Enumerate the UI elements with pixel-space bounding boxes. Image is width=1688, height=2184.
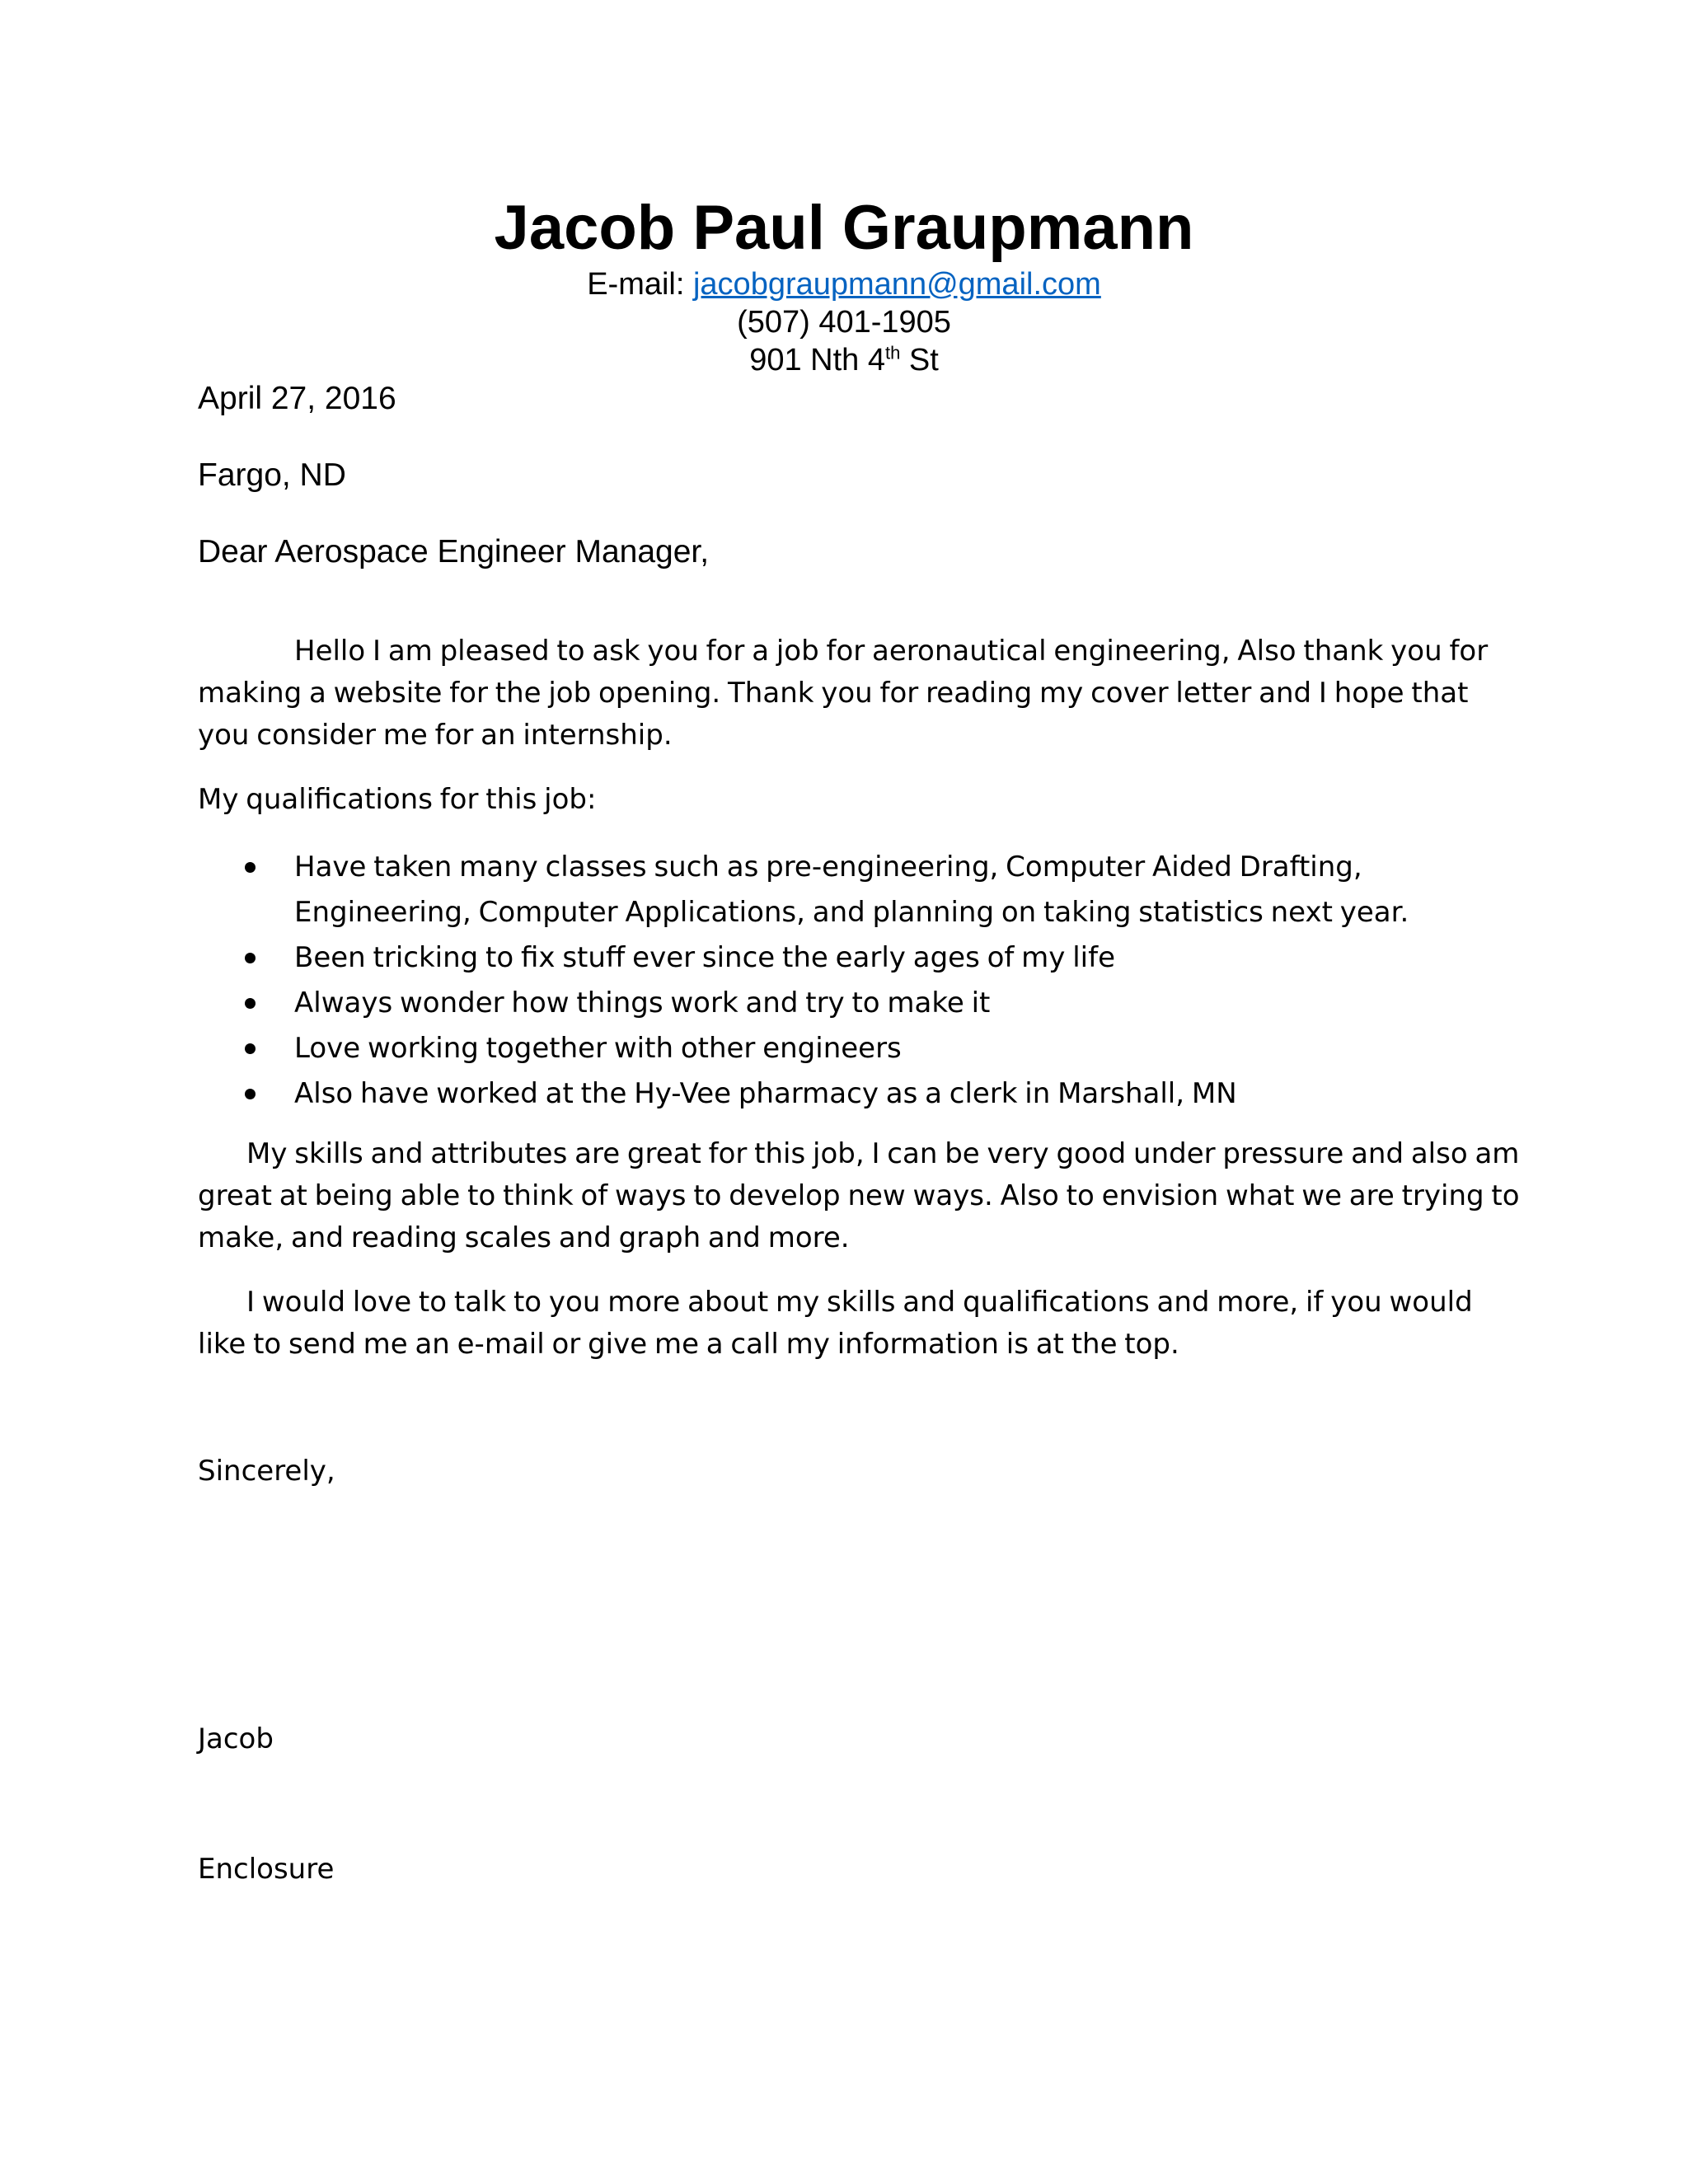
enclosure-note: Enclosure xyxy=(198,1853,335,1886)
paragraph-line: you consider me for an internship. xyxy=(198,719,673,752)
paragraph-line: Hello I am pleased to ask you for a job for aeronautical engineering, Also thank you for xyxy=(294,635,1489,668)
list-item-continuation xyxy=(198,890,1517,935)
paragraph-line: great at being able to think of ways to develop new ways. Also to envision what we are trying to xyxy=(198,1179,1520,1212)
paragraph-line: making a website for the job opening. Thank you for reading my cover letter and I hope that xyxy=(198,677,1469,710)
intro-paragraph xyxy=(198,630,1489,757)
list-item-text: Love working together with other engineers xyxy=(294,1032,902,1065)
paragraph-line: I would love to talk to you more about my skills and qualifications and more, if you would xyxy=(246,1286,1473,1319)
list-item-text: Engineering, Computer Applications, and planning on taking statistics next year. xyxy=(294,896,1409,929)
paragraph-line: My skills and attributes are great for this job, I can be very good under pressure and also am xyxy=(246,1137,1520,1170)
paragraph-line: like to send me an e-mail or give me a call my information is at the top. xyxy=(198,1328,1179,1361)
bullet-icon xyxy=(245,953,256,963)
email-link[interactable]: jacobgraupmann@gmail.com xyxy=(692,267,1101,302)
qualifications-list xyxy=(198,845,1517,1117)
list-item-text: Been tricking to fix stuff ever since the early ages of my life xyxy=(294,941,1115,974)
qualifications-heading: My qualifications for this job: xyxy=(198,783,597,816)
email-label: E-mail: xyxy=(587,267,685,302)
paragraph-line: make, and reading scales and graph and more. xyxy=(198,1221,850,1254)
letter-greeting: Dear Aerospace Engineer Manager, xyxy=(198,534,710,569)
skills-paragraph xyxy=(198,1133,1520,1259)
applicant-name: Jacob Paul Graupmann xyxy=(494,193,1194,263)
list-item xyxy=(198,845,1517,890)
list-item xyxy=(198,981,1517,1026)
list-item xyxy=(198,1071,1517,1117)
list-item xyxy=(198,1026,1517,1071)
bullet-icon xyxy=(245,1089,256,1099)
contact-paragraph xyxy=(198,1282,1484,1366)
email-line xyxy=(0,265,1688,303)
list-item xyxy=(198,935,1517,981)
street-address xyxy=(0,341,1688,379)
closing: Sincerely, xyxy=(198,1455,335,1488)
list-item-text: Also have worked at the Hy-Vee pharmacy as a clerk in Marshall, MN xyxy=(294,1077,1237,1110)
address-end: St xyxy=(908,343,939,377)
letter-city: Fargo, ND xyxy=(198,457,346,493)
bullet-icon xyxy=(245,1043,256,1054)
bullet-icon xyxy=(245,862,256,873)
bullet-icon xyxy=(245,998,256,1009)
list-item-text: Always wonder how things work and try to make it xyxy=(294,987,991,1019)
list-item-text: Have taken many classes such as pre-engineering, Computer Aided Drafting, xyxy=(294,851,1362,883)
address-ordinal: th xyxy=(884,342,901,363)
signature-name: Jacob xyxy=(198,1722,274,1755)
phone-number: (507) 401-1905 xyxy=(737,305,951,340)
letter-date: April 27, 2016 xyxy=(198,381,396,416)
address-main: 901 Nth 4 xyxy=(749,343,885,377)
